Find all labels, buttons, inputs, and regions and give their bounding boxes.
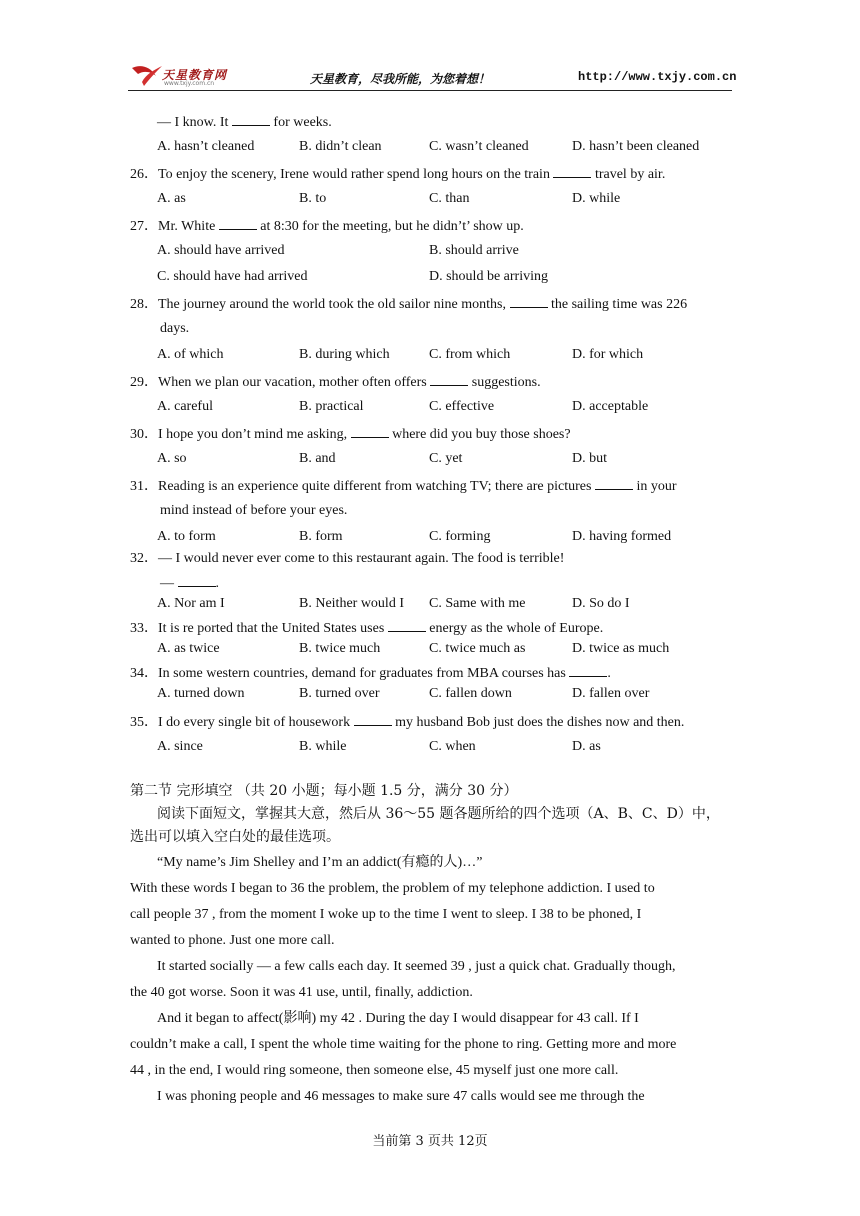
q30-option-b[interactable]: B. and xyxy=(299,451,336,466)
page-header xyxy=(128,60,737,91)
question-number: 28． xyxy=(130,297,158,312)
q32-reply xyxy=(160,573,219,593)
q31-text-start: Reading is an experience quite different from watching TV; there are pictures xyxy=(158,479,592,494)
q33-text-start: It is re ported that the United States uses xyxy=(158,621,385,636)
q30-option-c[interactable]: C. yet xyxy=(429,451,463,466)
q31-option-b[interactable]: B. form xyxy=(299,529,343,544)
answer-blank xyxy=(510,294,548,308)
q34-stem xyxy=(130,663,611,683)
q28-text-end: the sailing time was 226 xyxy=(551,297,688,312)
q27-option-c[interactable]: C. should have had arrived xyxy=(157,269,308,284)
q27-text-start: Mr. White xyxy=(158,219,216,234)
q26-option-b[interactable]: B. to xyxy=(299,191,327,206)
q32-option-d[interactable]: D. So do I xyxy=(572,596,630,611)
section-instructions-line2: 选出可以填入空白处的最佳选项。 xyxy=(130,829,340,845)
q32-stem xyxy=(130,550,564,568)
q32-option-b[interactable]: B. Neither would I xyxy=(299,596,404,611)
q25-reply-start: — I know. It xyxy=(157,115,229,130)
q31-text-end: in your xyxy=(636,479,677,494)
answer-blank xyxy=(354,712,392,726)
q29-text-end: suggestions. xyxy=(471,375,541,390)
q34-option-c[interactable]: C. fallen down xyxy=(429,686,512,701)
q35-option-b[interactable]: B. while xyxy=(299,739,347,754)
q32-text: — I would never ever come to this restaurant again. The food is terrible! xyxy=(158,551,565,566)
passage-line: couldn’t make a call, I spent the whole time waiting for the phone to ring. Getting more and more xyxy=(130,1037,677,1052)
logo-text: 天星教育网 xyxy=(162,68,228,82)
q26-option-a[interactable]: A. as xyxy=(157,191,186,206)
question-number: 26． xyxy=(130,167,158,182)
q28-option-a[interactable]: A. of which xyxy=(157,347,224,362)
question-number: 32． xyxy=(130,551,158,566)
q28-stem-cont: days. xyxy=(160,321,190,336)
q31-option-a[interactable]: A. to form xyxy=(157,529,216,544)
question-number: 29． xyxy=(130,375,158,390)
question-number: 34． xyxy=(130,666,158,681)
q27-option-b[interactable]: B. should arrive xyxy=(429,243,519,258)
passage-line: the 40 got worse. Soon it was 41 use, until, finally, addiction. xyxy=(130,985,473,1000)
q28-stem xyxy=(130,294,687,314)
q35-option-d[interactable]: D. as xyxy=(572,739,601,754)
q26-option-c[interactable]: C. than xyxy=(429,191,470,206)
q35-text-start: I do every single bit of housework xyxy=(158,715,351,730)
q26-text-start: To enjoy the scenery, Irene would rather spend long hours on the train xyxy=(158,167,550,182)
q25-reply-end: for weeks. xyxy=(273,115,332,130)
q25-option-b[interactable]: B. didn’t clean xyxy=(299,139,382,154)
answer-blank xyxy=(388,618,426,632)
answer-blank xyxy=(553,164,591,178)
passage-line: And it began to affect(影响) my 42 . During the day I would disappear for 43 call. If I xyxy=(157,1011,639,1026)
q33-stem xyxy=(130,618,603,638)
answer-blank xyxy=(569,663,607,677)
q27-option-a[interactable]: A. should have arrived xyxy=(157,243,285,258)
q32-option-c[interactable]: C. Same with me xyxy=(429,596,526,611)
q30-text-end: where did you buy those shoes? xyxy=(392,427,571,442)
q35-option-c[interactable]: C. when xyxy=(429,739,476,754)
q29-text-start: When we plan our vacation, mother often offers xyxy=(158,375,427,390)
q35-stem xyxy=(130,712,684,732)
q32-reply-dash: — xyxy=(160,576,174,591)
q25-reply xyxy=(157,112,332,132)
q31-stem xyxy=(130,476,677,496)
q32-option-a[interactable]: A. Nor am I xyxy=(157,596,225,611)
passage-line: 44 , in the end, I would ring someone, then someone else, 45 myself just one more call. xyxy=(130,1063,619,1078)
q31-option-d[interactable]: D. having formed xyxy=(572,529,672,544)
page-footer: 当前第 3 页共 12页 xyxy=(372,1134,488,1149)
passage-line: call people 37 , from the moment I woke up to the time I went to sleep. I 38 to be phoned, I xyxy=(130,907,642,922)
q30-option-d[interactable]: D. but xyxy=(572,451,607,466)
q30-option-a[interactable]: A. so xyxy=(157,451,187,466)
q34-text-end: . xyxy=(607,666,611,681)
q35-option-a[interactable]: A. since xyxy=(157,739,203,754)
q26-option-d[interactable]: D. while xyxy=(572,191,621,206)
passage-line: I was phoning people and 46 messages to make sure 47 calls would see me through the xyxy=(157,1089,645,1104)
q29-stem xyxy=(130,372,541,392)
q27-text-end: at 8:30 for the meeting, but he didn’t’ show up. xyxy=(260,219,524,234)
q34-option-a[interactable]: A. turned down xyxy=(157,686,245,701)
swoosh-logo-icon xyxy=(130,62,164,88)
passage-line: wanted to phone. Just one more call. xyxy=(130,933,335,948)
section-heading: 第二节 完形填空 （共 20 小题；每小题 1.5 分，满分 30 分） xyxy=(130,783,518,799)
q31-stem-cont: mind instead of before your eyes. xyxy=(160,503,348,518)
question-number: 27． xyxy=(130,219,158,234)
q29-option-c[interactable]: C. effective xyxy=(429,399,495,414)
q31-option-c[interactable]: C. forming xyxy=(429,529,491,544)
q33-option-c[interactable]: C. twice much as xyxy=(429,641,526,656)
answer-blank xyxy=(178,573,216,587)
answer-blank xyxy=(232,112,270,126)
answer-blank xyxy=(430,372,468,386)
q30-stem xyxy=(130,424,571,444)
question-number: 31． xyxy=(130,479,158,494)
q35-text-end: my husband Bob just does the dishes now and then. xyxy=(395,715,685,730)
passage-line: It started socially — a few calls each day. It seemed 39 , just a quick chat. Gradually though, xyxy=(157,959,676,974)
q30-text-start: I hope you don’t mind me asking, xyxy=(158,427,348,442)
passage-line: “My name’s Jim Shelley and I’m an addict(有瘾的人)…” xyxy=(157,855,483,870)
question-number: 33． xyxy=(130,621,158,636)
q29-option-d[interactable]: D. acceptable xyxy=(572,399,649,414)
section-instructions-line1: 阅读下面短文，掌握其大意，然后从 36～55 题各题所给的四个选项（A、B、C、D）中， xyxy=(157,806,720,822)
q28-option-b[interactable]: B. during which xyxy=(299,347,390,362)
q29-option-a[interactable]: A. careful xyxy=(157,399,213,414)
answer-blank xyxy=(219,216,257,230)
answer-blank xyxy=(351,424,389,438)
q29-option-b[interactable]: B. practical xyxy=(299,399,364,414)
q33-text-end: energy as the whole of Europe. xyxy=(429,621,604,636)
question-number: 35． xyxy=(130,715,158,730)
q32-reply-end: . xyxy=(215,576,219,591)
q33-option-b[interactable]: B. twice much xyxy=(299,641,381,656)
q33-option-d[interactable]: D. twice as much xyxy=(572,641,670,656)
q26-text-end: travel by air. xyxy=(594,167,666,182)
header-slogan: 天星教育，尽我所能，为您着想！ xyxy=(310,72,491,86)
passage-line: With these words I began to 36 the problem, the problem of my telephone addiction. I used to xyxy=(130,881,655,896)
q25-option-c[interactable]: C. wasn’t cleaned xyxy=(429,139,529,154)
q28-option-c[interactable]: C. from which xyxy=(429,347,511,362)
q34-text-start: In some western countries, demand for graduates from MBA courses has xyxy=(158,666,566,681)
site-logo[interactable] xyxy=(130,62,230,88)
q25-option-d[interactable]: D. hasn’t been cleaned xyxy=(572,139,700,154)
q28-text-start: The journey around the world took the old sailor nine months, xyxy=(158,297,506,312)
q26-stem xyxy=(130,164,665,184)
q25-option-a[interactable]: A. hasn’t cleaned xyxy=(157,139,255,154)
question-number: 30． xyxy=(130,427,158,442)
answer-blank xyxy=(595,476,633,490)
q33-option-a[interactable]: A. as twice xyxy=(157,641,220,656)
header-site-url[interactable]: http://www.txjy.com.cn xyxy=(578,70,737,84)
q27-stem xyxy=(130,216,524,236)
logo-url: www.txjy.com.cn xyxy=(164,80,215,87)
q34-option-d[interactable]: D. fallen over xyxy=(572,686,650,701)
q27-option-d[interactable]: D. should be arriving xyxy=(429,269,548,284)
q28-option-d[interactable]: D. for which xyxy=(572,347,644,362)
q34-option-b[interactable]: B. turned over xyxy=(299,686,380,701)
